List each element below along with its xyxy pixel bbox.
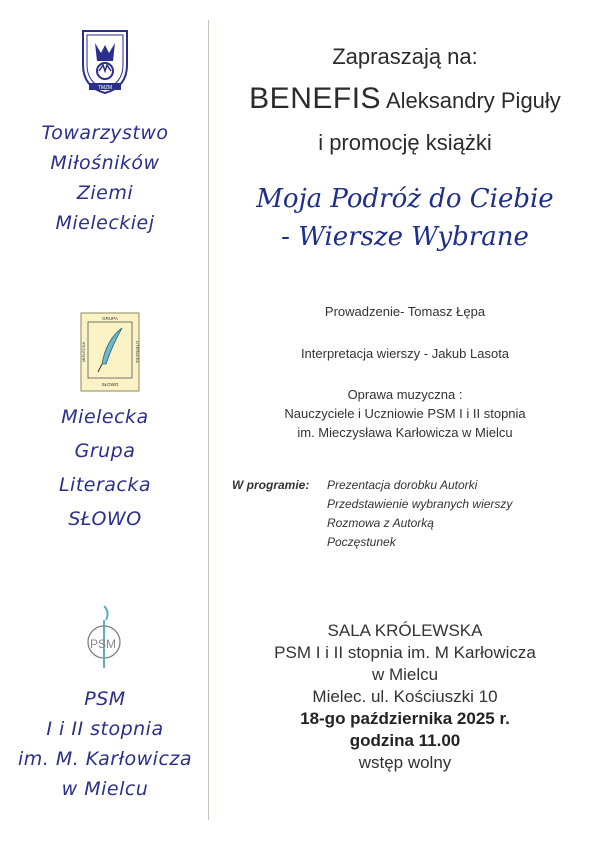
book-title-line2: - Wiersze Wybrane xyxy=(281,222,529,252)
program-label: W programie: xyxy=(232,478,310,492)
music-line: Nauczyciele i Uczniowie PSM I i II stopnia xyxy=(284,406,526,421)
program-item: Przedstawienie wybranych wierszy xyxy=(327,497,513,511)
psm-logo-text: PSM xyxy=(90,637,117,651)
vertical-divider xyxy=(208,20,209,820)
tmzm-name-line: Ziemi xyxy=(76,182,134,204)
slowo-name-line: SŁOWO xyxy=(68,508,142,530)
benefis-word: BENEFIS xyxy=(249,82,382,115)
promo-heading: i promocję książki xyxy=(318,130,492,155)
host-line: Prowadzenie- Tomasz Łępa xyxy=(324,304,486,319)
program-item: Rozmowa z Autorką xyxy=(327,516,434,530)
music-line: im. Mieczysława Karłowicza w Mielcu xyxy=(297,425,513,440)
program-list xyxy=(327,476,577,552)
left-column xyxy=(0,0,210,848)
tmzm-name xyxy=(0,118,210,238)
psm-name-line: I i II stopnia xyxy=(46,718,164,740)
venue-block xyxy=(210,620,600,774)
slowo-logo-text-bottom: SŁOWO xyxy=(101,382,119,387)
tmzm-logo-text: TMZM xyxy=(97,85,113,91)
slowo-logo-icon xyxy=(80,312,140,392)
psm-name-line: im. M. Karłowicza xyxy=(17,748,193,770)
tmzm-name-line: Miłośników xyxy=(50,152,160,174)
slowo-name xyxy=(0,400,210,536)
psm-name xyxy=(0,684,210,804)
program-item: Poczęstunek xyxy=(327,535,396,549)
entry-info: wstęp wolny xyxy=(358,753,452,772)
psm-logo-icon xyxy=(82,602,138,672)
psm-name-line: w Mielcu xyxy=(61,778,149,800)
slowo-logo-text-left: MIELECKA xyxy=(81,341,86,363)
main-content xyxy=(210,0,600,848)
venue-address: Mielec. ul. Kościuszki 10 xyxy=(312,687,498,706)
venue-hall: SALA KRÓLEWSKA xyxy=(327,621,483,640)
program-item: Prezentacja dorobku Autorki xyxy=(327,478,478,492)
slowo-name-line: Literacka xyxy=(58,474,152,496)
event-date: 18-go października 2025 r. xyxy=(300,709,510,728)
book-title xyxy=(210,180,600,256)
slowo-logo-text-top: GRUPA xyxy=(102,316,118,321)
psm-name-line: PSM xyxy=(84,688,126,710)
invite-heading: Zapraszają na: xyxy=(332,44,478,69)
benefis-name: Aleksandry Piguły xyxy=(381,88,561,113)
venue-school: PSM I i II stopnia im. M Karłowicza xyxy=(274,643,536,662)
tmzm-logo-icon xyxy=(75,25,135,95)
benefis-heading xyxy=(210,82,600,116)
music-label: Oprawa muzyczna : xyxy=(347,387,463,402)
venue-city: w Mielcu xyxy=(371,665,439,684)
event-time: godzina 11.00 xyxy=(349,731,461,750)
tmzm-name-line: Mieleckiej xyxy=(55,212,155,234)
music-block xyxy=(210,385,600,442)
slowo-name-line: Mielecka xyxy=(61,406,149,428)
book-title-line1: Moja Podróż do Ciebie xyxy=(256,184,554,214)
interpretation-line: Interpretacja wierszy - Jakub Lasota xyxy=(300,346,510,361)
slowo-name-line: Grupa xyxy=(74,440,136,462)
slowo-logo-text-right: LITERACKA xyxy=(135,340,140,364)
tmzm-name-line: Towarzystwo xyxy=(41,122,169,144)
